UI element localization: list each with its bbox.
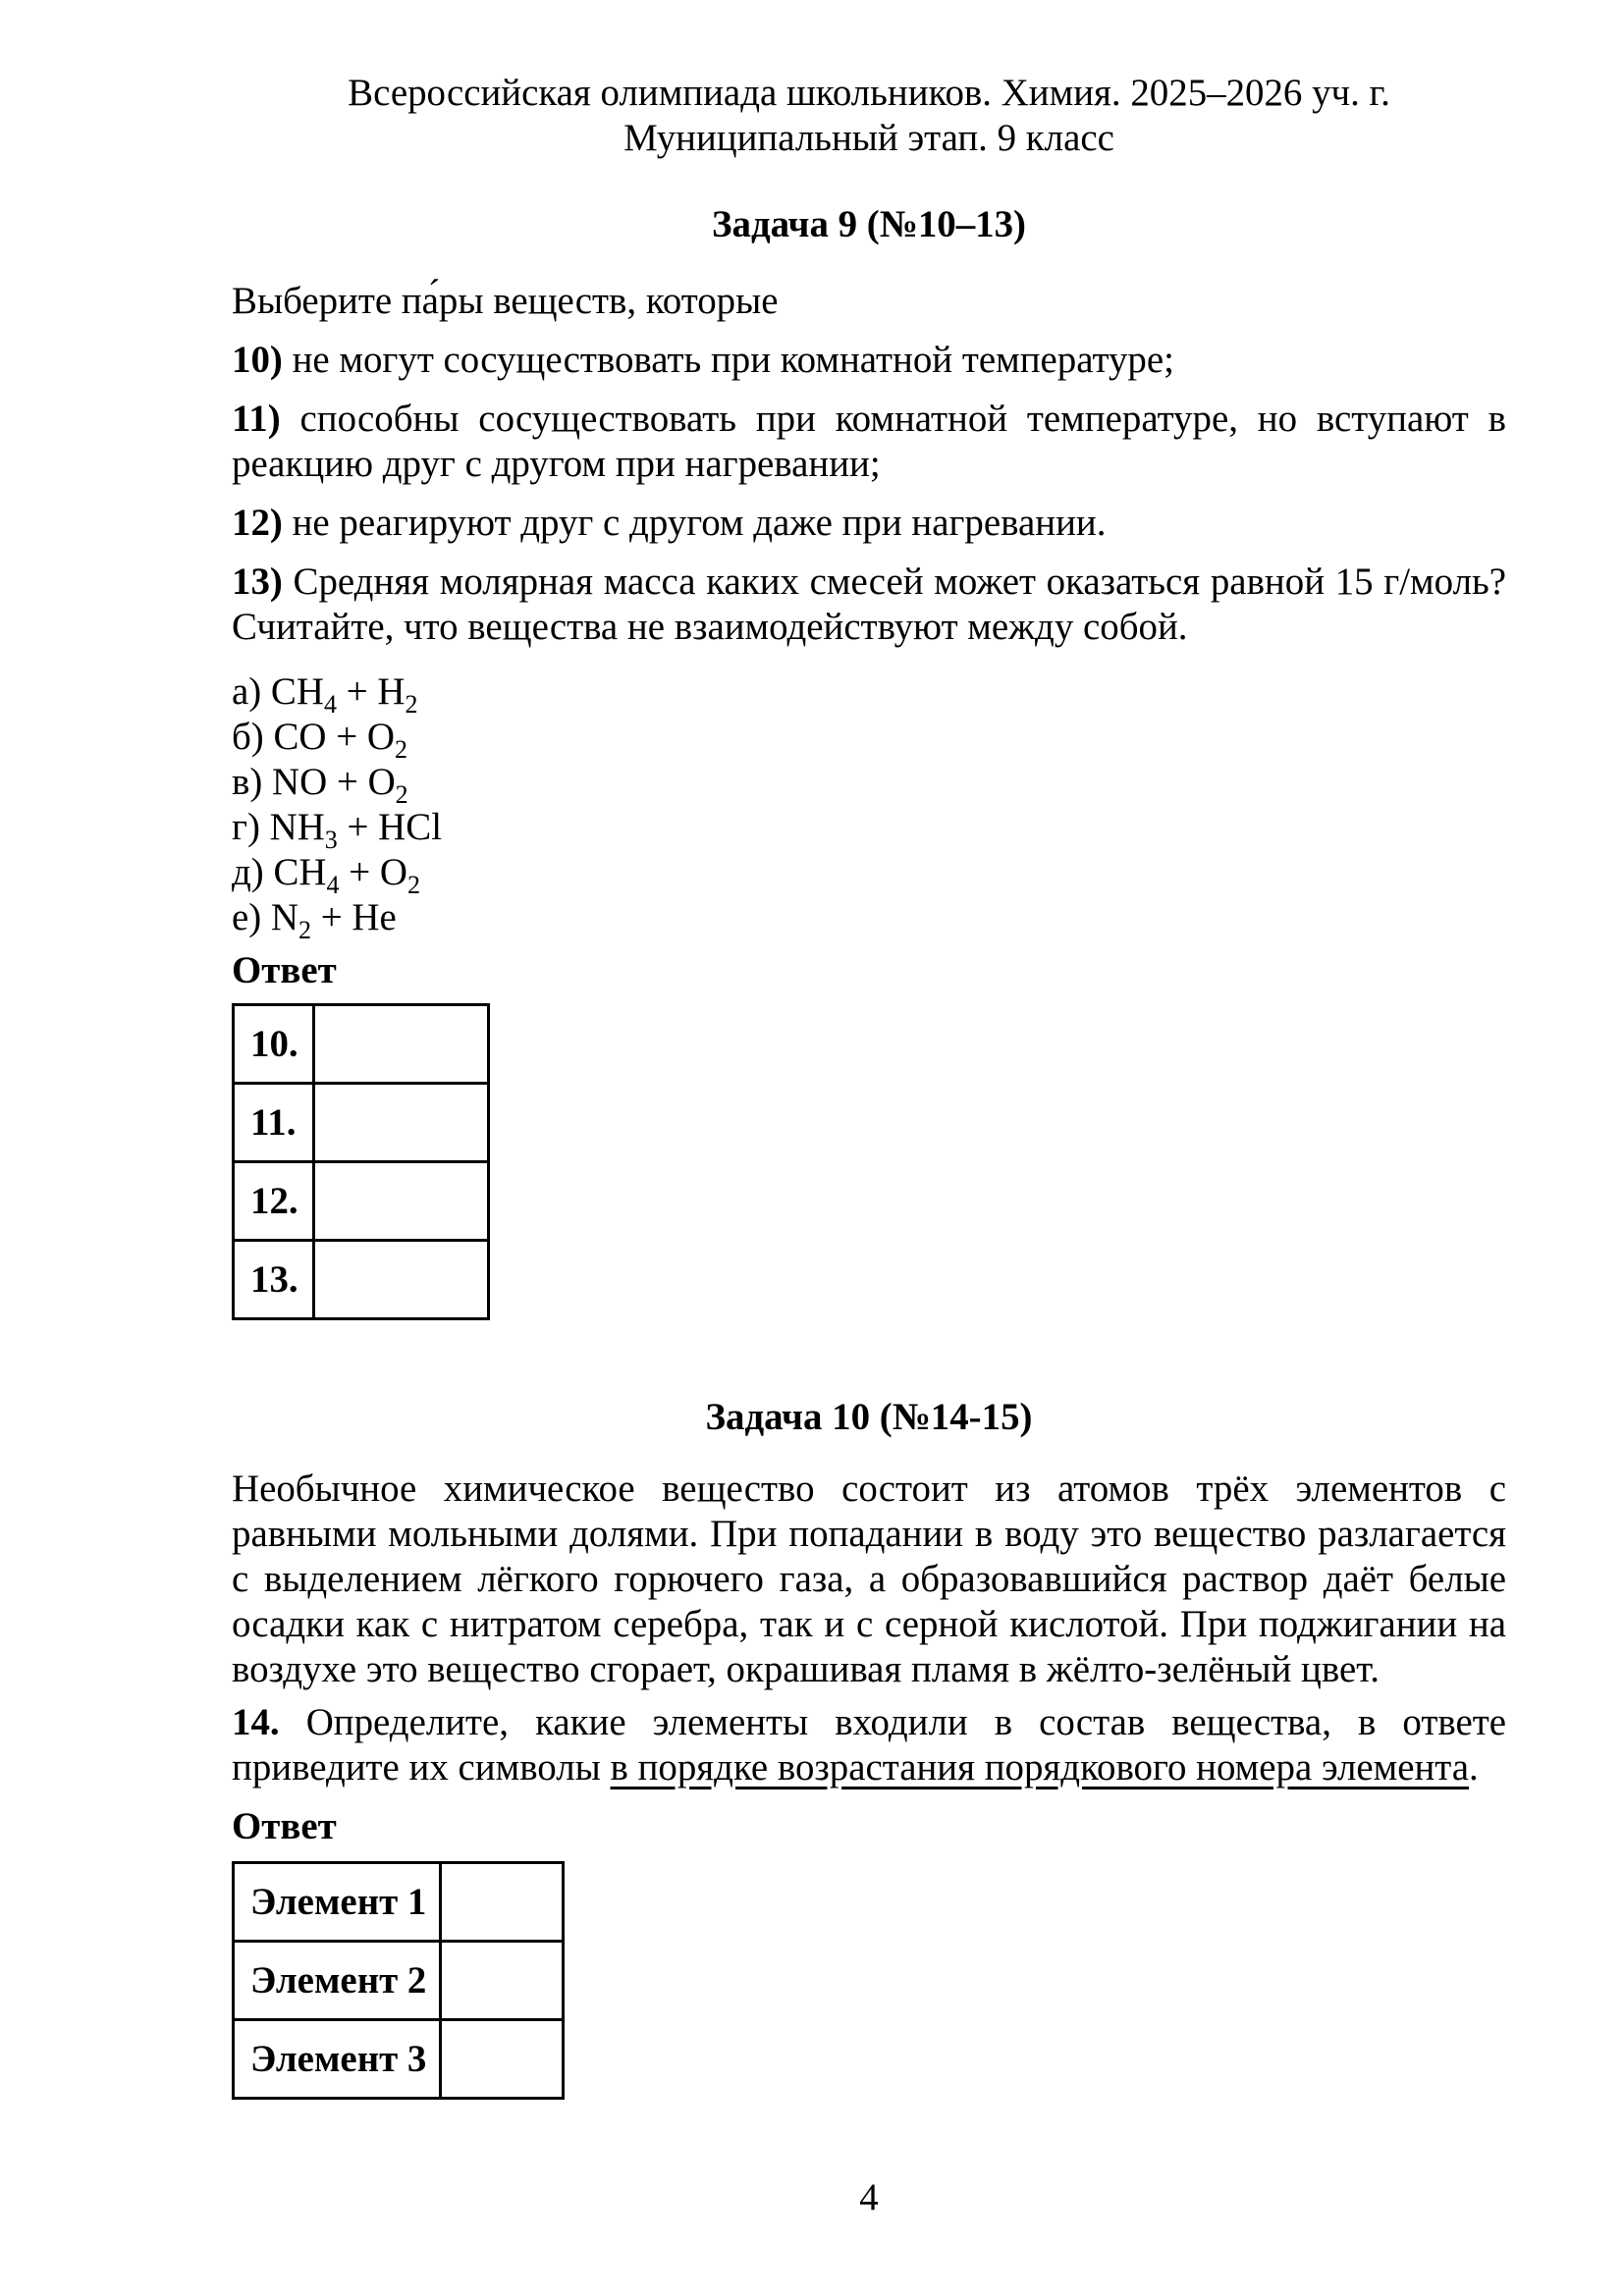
option-a: а) $CH_4 + H_2$ xyxy=(232,670,418,719)
task9-answer-table xyxy=(232,1003,490,1320)
task9-options-list xyxy=(232,669,1506,944)
option-g: г) $NH_3$ + HCl xyxy=(232,806,443,854)
task9-item-12 xyxy=(232,501,1506,546)
answer-row-label-12: 12. xyxy=(234,1162,314,1241)
item-10-text: не могут сосуществовать при комнатной температуре; xyxy=(292,339,1174,381)
item-12-text: не реагируют друг с другом даже при нагревании. xyxy=(292,502,1107,544)
item-14-text: Определите, какие элементы входили в состав вещества, в ответе приведите их символы xyxy=(232,1701,1506,1789)
task10-description: Необычное химическое вещество состоит из атомов трёх элементов с равными мольными долями. При попадании в воду это вещество разлагается с выделением лёгкого горючего газа, а образовавшийся раствор даёт белые осадки как с нитратом серебра, так и с серной кислотой. При поджигании на воздухе это вещество сгорает, окрашивая пламя в жёлто-зелёный цвет. xyxy=(232,1468,1506,1690)
item-11-number: 11) xyxy=(232,398,281,440)
task9-item-11 xyxy=(232,397,1506,487)
answer-row-label-10: 10. xyxy=(234,1005,314,1084)
task9-title: Задача 9 (№10–13) xyxy=(711,203,1026,245)
table-row xyxy=(234,1162,489,1241)
answer-cell-11[interactable] xyxy=(314,1084,489,1162)
answer-cell-element-2[interactable] xyxy=(441,1942,564,2020)
answer-row-label-element-2: Элемент 2 xyxy=(234,1942,441,2020)
task10-answer-label: Ответ xyxy=(232,1805,337,1847)
table-row xyxy=(234,1863,564,1942)
item-13-number: 13) xyxy=(232,561,283,603)
task9-item-10 xyxy=(232,338,1506,383)
page-number: 4 xyxy=(859,2176,879,2218)
table-row xyxy=(234,1942,564,2020)
option-d: д) $CH_4 + O_2$ xyxy=(232,851,420,899)
option-e: е) $N_2 + He$ xyxy=(232,896,397,944)
answer-cell-13[interactable] xyxy=(314,1241,489,1319)
table-row xyxy=(234,1005,489,1084)
task9-item-13 xyxy=(232,560,1506,650)
task10-answer-table xyxy=(232,1861,565,2100)
task10-item-14 xyxy=(232,1700,1506,1790)
item-14-number: 14. xyxy=(232,1701,280,1743)
task9-answer-label: Ответ xyxy=(232,949,337,991)
answer-cell-element-3[interactable] xyxy=(441,2020,564,2099)
option-b: б) CO + $O_2$ xyxy=(232,716,407,764)
table-row xyxy=(234,1084,489,1162)
answer-row-label-element-1: Элемент 1 xyxy=(234,1863,441,1942)
task9-intro: Выберите па́ры веществ, которые xyxy=(232,280,779,322)
answer-row-label-11: 11. xyxy=(234,1084,314,1162)
item-14-underlined-text: в порядке возрастания порядкового номера элемента xyxy=(610,1746,1470,1789)
answer-row-label-element-3: Элемент 3 xyxy=(234,2020,441,2099)
item-13-text: Средняя молярная масса каких смесей может оказаться равной 15 г/моль? Считайте, что вещества не взаимодействуют между собой. xyxy=(232,561,1506,648)
header-line-1: Всероссийская олимпиада школьников. Химия. 2025–2026 уч. г. xyxy=(348,72,1390,114)
table-row xyxy=(234,2020,564,2099)
table-row xyxy=(234,1241,489,1319)
page-header xyxy=(232,71,1506,161)
answer-cell-12[interactable] xyxy=(314,1162,489,1241)
item-10-number: 10) xyxy=(232,339,283,381)
task10-title: Задача 10 (№14-15) xyxy=(705,1396,1033,1438)
option-v: в) NO + $O_2$ xyxy=(232,761,408,809)
answer-cell-10[interactable] xyxy=(314,1005,489,1084)
answer-row-label-13: 13. xyxy=(234,1241,314,1319)
item-14-text-end: . xyxy=(1469,1746,1479,1789)
header-line-2: Муниципальный этап. 9 класс xyxy=(623,117,1114,159)
item-12-number: 12) xyxy=(232,502,283,544)
answer-cell-element-1[interactable] xyxy=(441,1863,564,1942)
item-11-text: способны сосуществовать при комнатной температуре, но вступают в реакцию друг с другом при нагревании; xyxy=(232,398,1506,485)
